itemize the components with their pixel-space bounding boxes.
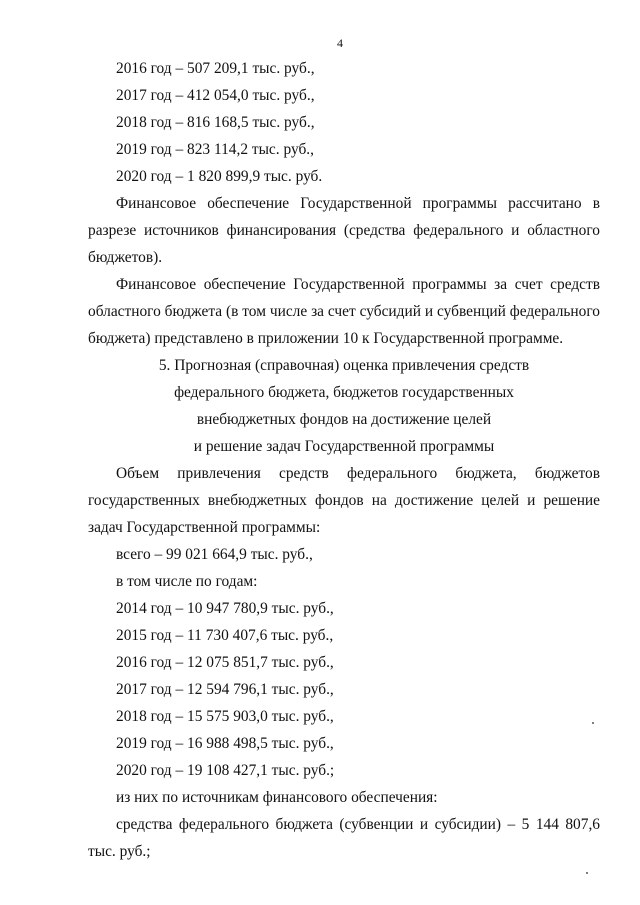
section-heading-line-1: 5. Прогнозная (справочная) оценка привлечения средств (158, 357, 530, 374)
scan-speck (586, 872, 588, 874)
year-line-2020: 2020 год – 1 820 899,9 тыс. руб. (116, 168, 323, 185)
sources-label: из них по источникам финансового обеспечения: (116, 789, 438, 806)
total-line: всего – 99 021 664,9 тыс. руб., (116, 546, 313, 563)
section-heading-line-3: внебюджетных фондов на достижение целей (196, 411, 492, 428)
regional-budget-paragraph: Финансовое обеспечение Государственной программы за счет средств областного бюджета (в том числе за счет субсидий и субвенций федерального бюджета) представлено в приложении 10 к Государственной программе. (88, 276, 600, 347)
section-heading-line-4: и решение задач Государственной программы (193, 438, 495, 455)
by-years-label: в том числе по годам: (116, 573, 258, 590)
section-heading-line-2: федерального бюджета, бюджетов государственных (174, 384, 514, 401)
forecast-year-line-2014: 2014 год – 10 947 780,9 тыс. руб., (116, 600, 334, 617)
forecast-year-line-2017: 2017 год – 12 594 796,1 тыс. руб., (116, 681, 334, 698)
forecast-year-line-2020: 2020 год – 19 108 427,1 тыс. руб.; (116, 762, 335, 779)
document-body (88, 55, 600, 865)
year-line-2017: 2017 год – 412 054,0 тыс. руб., (116, 87, 315, 104)
forecast-year-line-2019: 2019 год – 16 988 498,5 тыс. руб., (116, 735, 334, 752)
forecast-year-line-2016: 2016 год – 12 075 851,7 тыс. руб., (116, 654, 334, 671)
year-line-2016: 2016 год – 507 209,1 тыс. руб., (116, 60, 315, 77)
federal-funds-line: средства федерального бюджета (субвенции и субсидии) – 5 144 807,6 тыс. руб.; (88, 816, 600, 860)
forecast-year-line-2018: 2018 год – 15 575 903,0 тыс. руб., (116, 708, 334, 725)
page-number: 4 (337, 36, 343, 50)
volume-paragraph: Объем привлечения средств федерального бюджета, бюджетов государственных внебюджетных фондов на достижение целей и решение задач Государственной программы: (88, 465, 600, 536)
year-line-2018: 2018 год – 816 168,5 тыс. руб., (116, 114, 315, 131)
scan-speck (592, 722, 594, 724)
forecast-year-line-2015: 2015 год – 11 730 407,6 тыс. руб., (116, 627, 334, 644)
year-line-2019: 2019 год – 823 114,2 тыс. руб., (116, 141, 314, 158)
financing-paragraph: Финансовое обеспечение Государственной программы рассчитано в разрезе источников финансирования (средства федерального и областного бюджетов). (88, 195, 600, 266)
